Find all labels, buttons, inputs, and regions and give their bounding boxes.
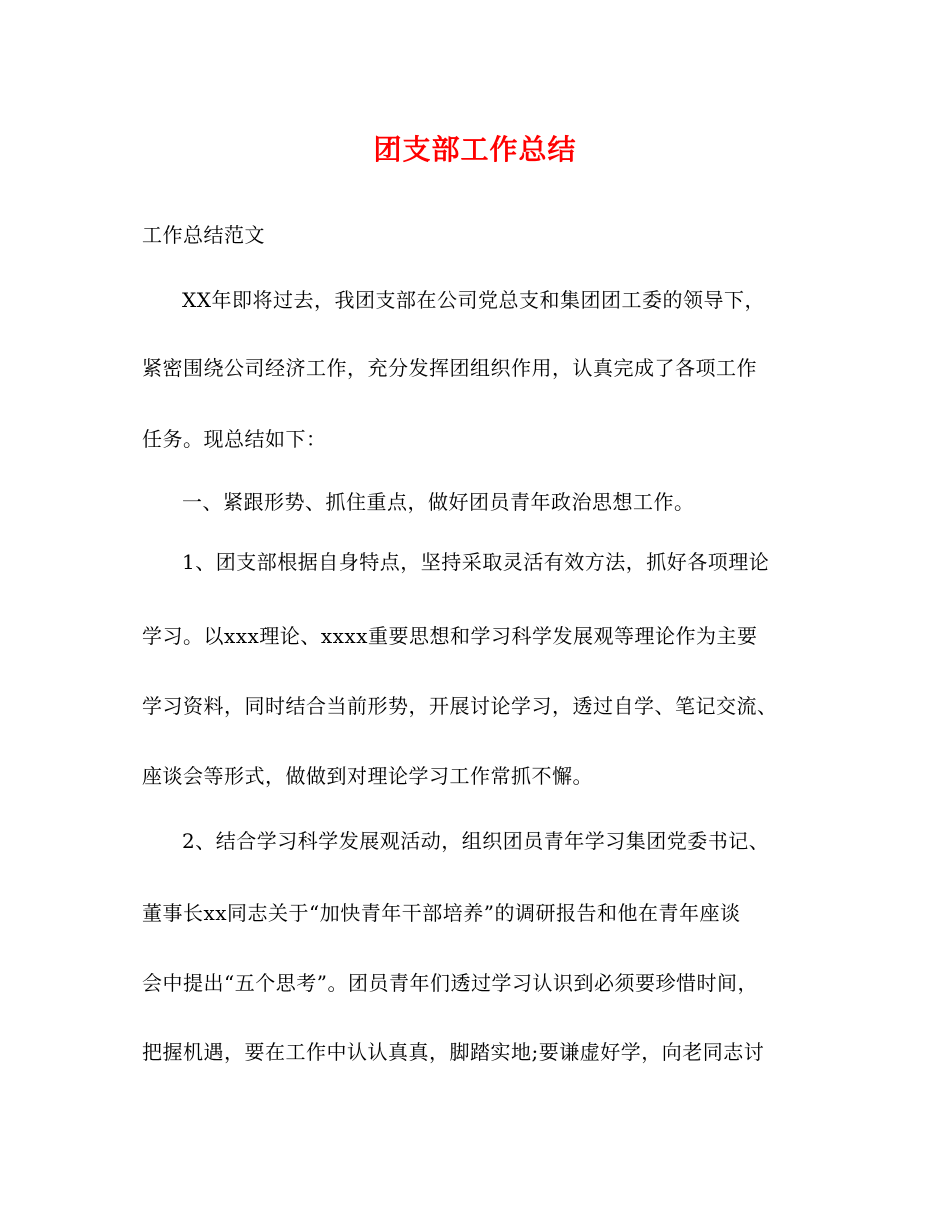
paragraph-line: 学习。以xxx理论、xxxx重要思想和学习科学发展观等理论作为主要 xyxy=(142,624,758,648)
paragraph-line: 学习资料，同时结合当前形势，开展讨论学习，透过自学、笔记交流、 xyxy=(142,694,778,718)
paragraph-line: 一、紧跟形势、抓住重点，做好团员青年政治思想工作。 xyxy=(182,490,695,514)
section-heading: 工作总结范文 xyxy=(142,223,265,247)
paragraph-line: 1、团支部根据自身特点，坚持采取灵活有效方法，抓好各项理论 xyxy=(182,550,770,574)
paragraph-line: 座谈会等形式，做做到对理论学习工作常抓不懈。 xyxy=(142,764,593,788)
paragraph-line: 2、结合学习科学发展观活动，组织团员青年学习集团党委书记、 xyxy=(182,829,770,853)
document-title: 团支部工作总结 xyxy=(373,133,577,166)
paragraph-line: 把握机遇，要在工作中认认真真，脚踏实地;要谦虚好学，向老同志讨 xyxy=(142,1040,765,1064)
paragraph-line: 董事长xx同志关于“加快青年干部培养”的调研报告和他在青年座谈 xyxy=(142,901,741,925)
paragraph-line: 任务。现总结如下： xyxy=(142,427,327,451)
paragraph-line: XX年即将过去，我团支部在公司党总支和集团团工委的领导下， xyxy=(182,288,765,312)
paragraph-line: 会中提出“五个思考”。团员青年们透过学习认识到必须要珍惜时间， xyxy=(142,971,758,995)
paragraph-line: 紧密围绕公司经济工作，充分发挥团组织作用，认真完成了各项工作 xyxy=(142,356,757,380)
